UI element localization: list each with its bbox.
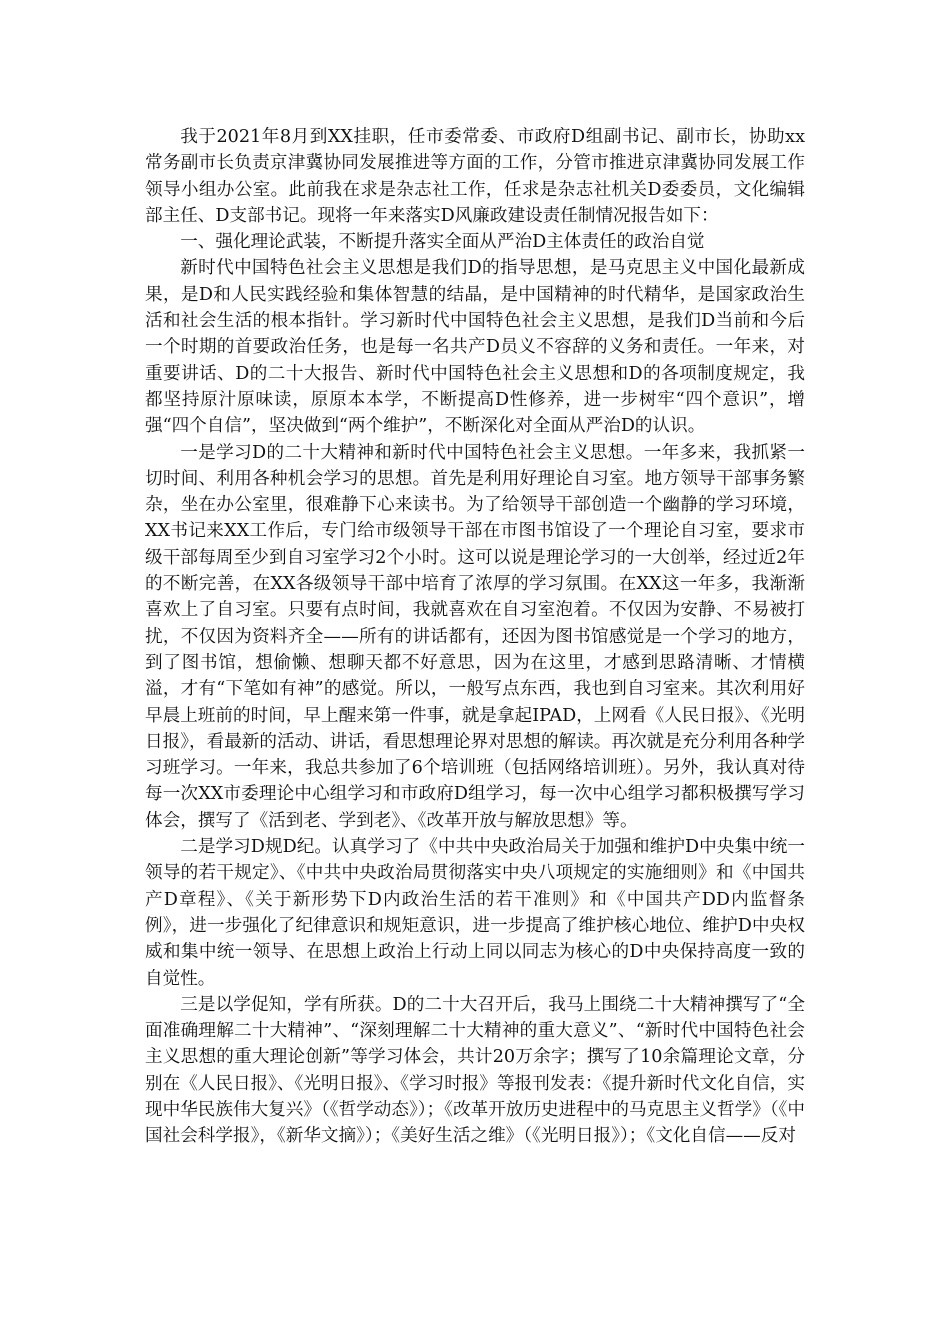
section-heading: 一、强化理论武装，不断提升落实全面从严治D主体责任的政治自觉 — [180, 232, 705, 253]
body-paragraph: 二是学习D规D纪。认真学习了《中共中央政治局关于加强和维护D中央集中统一领导的若干规定》、《中共中央政治局贯彻落实中央八项规定的实施细则》和《中国共产D章程》、《关于新形势下D内政治生活的若干准则》和《中国共产DD内监督条例》，进一步强化了纪律意识和规矩意识，进一步提高了维护核心地位、维护D中央权威和集中统一领导、在思想上政治上行动上同以同志为核心的D中央保持高度一致的自觉性。 — [145, 837, 805, 989]
document-page — [145, 124, 805, 1150]
body-paragraph: 三是以学促知，学有所获。D的二十大召开后，我马上围绕二十大精神撰写了“全面准确理解二十大精神”、“深刻理解二十大精神的重大意义”、“新时代中国特色社会主义思想的重大理论创新”等学习体会，共计20万余字；撰写了10余篇理论文章，分别在《人民日报》、《光明日报》、《学习时报》等报刊发表：《提升新时代文化自信，实现中华民族伟大复兴》（《哲学动态》）；《改革开放历史进程中的马克思主义哲学》（《中国社会科学报》，《新华文摘》）；《美好生活之维》（《光明日报》）；《文化自信——反对 — [145, 994, 805, 1147]
intro-paragraph: 我于2021年8月到XX挂职，任市委常委、市政府D组副书记、副市长，协助xx常务副市长负责京津冀协同发展推进等方面的工作，分管市推进京津冀协同发展工作领导小组办公室。此前我在求是杂志社工作，任求是杂志社机关D委委员，文化编辑部主任、D支部书记。现将一年来落实D风廉政建设责任制情况报告如下： — [145, 127, 805, 226]
body-paragraph: 一是学习D的二十大精神和新时代中国特色社会主义思想。一年多来，我抓紧一切时间、利用各种机会学习的思想。首先是利用好理论自习室。地方领导干部事务繁杂，坐在办公室里，很难静下心来读书。为了给领导干部创造一个幽静的学习环境，XX书记来XX工作后，专门给市级领导干部在市图书馆设了一个理论自习室，要求市级干部每周至少到自习室学习2个小时。这可以说是理论学习的一大创举，经过近2年的不断完善，在XX各级领导干部中培育了浓厚的学习氛围。在XX这一年多，我渐渐喜欢上了自习室。只要有点时间，我就喜欢在自习室泡着。不仅因为安静、不易被打扰，不仅因为资料齐全——所有的讲话都有，还因为图书馆感觉是一个学习的地方，到了图书馆，想偷懒、想聊天都不好意思，因为在这里，才感到思路清晰、才情横溢，才有“下笔如有神”的感觉。所以，一般写点东西，我也到自习室来。其次利用好早晨上班前的时间，早上醒来第一件事，就是拿起IPAD，上网看《人民日报》、《光明日报》，看最新的活动、讲话，看思想理论界对思想的解读。再次就是充分利用各种学习班学习。一年来，我总共参加了6个培训班（包括网络培训班）。另外，我认真对待每一次XX市委理论中心组学习和市政府D组学习，每一次中心组学习都积极撰写学习体会，撰写了《活到老、学到老》、《改革开放与解放思想》等。 — [145, 442, 805, 831]
body-paragraph: 新时代中国特色社会主义思想是我们D的指导思想，是马克思主义中国化最新成果，是D和人民实践经验和集体智慧的结晶，是中国精神的时代精华，是国家政治生活和社会生活的根本指针。学习新时代中国特色社会主义思想，是我们D当前和今后一个时期的首要政治任务，也是每一名共产D员义不容辞的义务和责任。一年来，对重要讲话、D的二十大报告、新时代中国特色社会主义思想和D的各项制度规定，我都坚持原汁原味读，原原本本学，不断提高D性修养，进一步树牢“四个意识”，增强“四个自信”，坚决做到“两个维护”，不断深化对全面从严治D的认识。 — [145, 258, 805, 437]
